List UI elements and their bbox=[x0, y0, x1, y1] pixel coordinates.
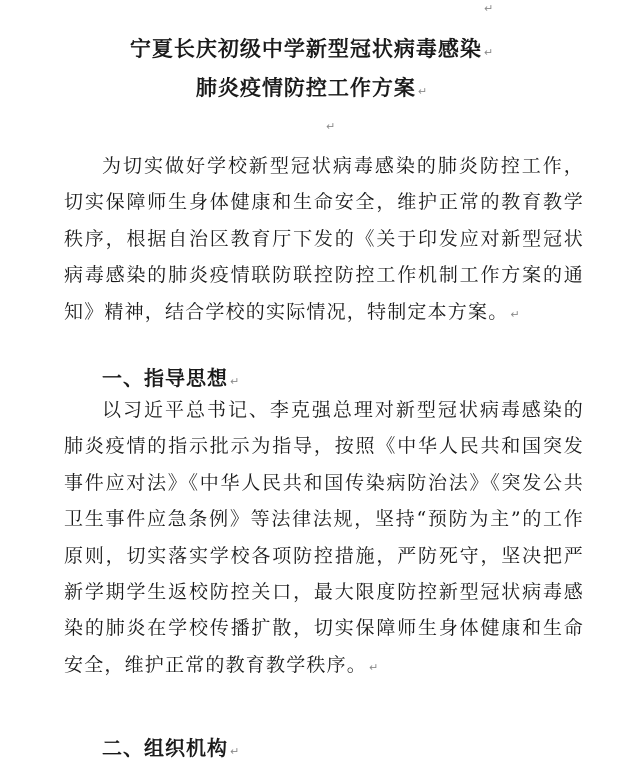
paragraph-mark-icon: ↵ bbox=[510, 307, 521, 321]
document-title-line-2: 肺炎疫情防控工作方案 ↵ bbox=[195, 76, 429, 100]
paragraph-mark-icon: ↵ bbox=[483, 46, 495, 59]
guiding-ideology-paragraph: 以习近平总书记、李克强总理对新型冠状病毒感染的肺炎疫情的指示批示为指导，按照《中华人民共和国突发事件应对法》《中华人民共和国传染病防治法》《突发公共卫生事件应急条例》等法律法规，坚持“预防为主”的工作原则，切实落实学校各项防控措施，严防死守，坚决把严新学期学生返校防控关口，最大限度防控新型冠状病毒感染的肺炎在学校传播扩散，切实保障师生身体健康和生命安全，维护正常的教育教学秩序。 ↵ bbox=[64, 399, 584, 676]
paragraph-mark-icon: ↵ bbox=[369, 660, 380, 674]
paragraph-mark-icon: ↵ bbox=[230, 745, 241, 758]
empty-paragraph-mark-icon: ↵ bbox=[326, 120, 336, 133]
section-heading-guiding-ideology: 一、指导思想 ↵ bbox=[102, 366, 241, 390]
paragraph-mark-icon: ↵ bbox=[230, 375, 241, 388]
section-heading-organization: 二、组织机构 ↵ bbox=[102, 736, 241, 760]
intro-paragraph: 为切实做好学校新型冠状病毒感染的肺炎防控工作，切实保障师生身体健康和生命安全，维护正常的教育教学秩序，根据自治区教育厅下发的《关于印发应对新型冠状病毒感染的肺炎疫情联防联控防控工作机制工作方案的通知》精神，结合学校的实际情况，特制定本方案。 ↵ bbox=[64, 155, 584, 323]
document-title-line-1: 宁夏长庆初级中学新型冠状病毒感染 ↵ bbox=[129, 37, 495, 61]
paragraph-mark-icon: ↵ bbox=[484, 2, 494, 15]
paragraph-mark-icon: ↵ bbox=[417, 85, 429, 98]
